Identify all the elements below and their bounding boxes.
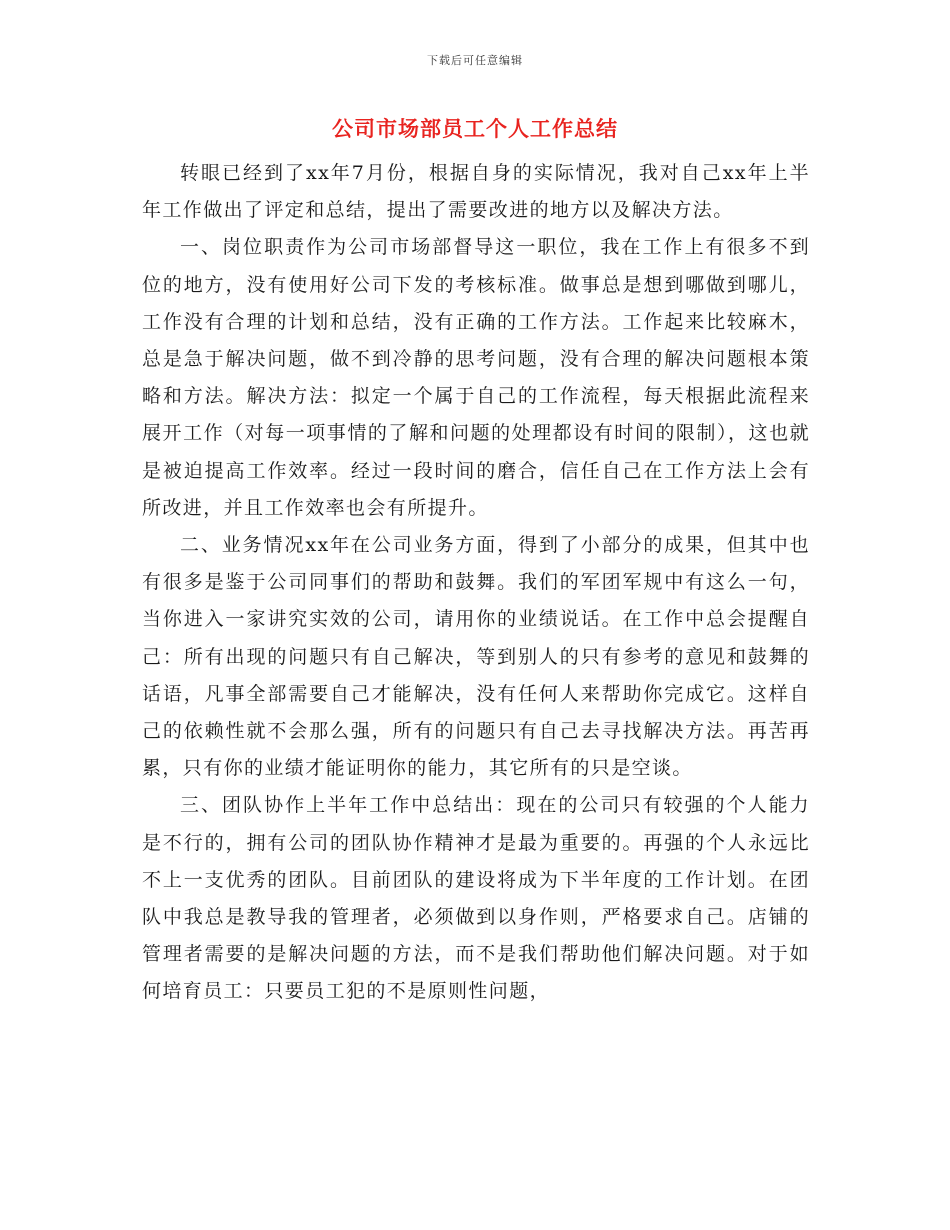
document-title: 公司市场部员工个人工作总结 xyxy=(332,116,618,141)
header-note: 下载后可任意编辑 xyxy=(427,54,523,67)
paragraph-business: 二、业务情况xx年在公司业务方面，得到了小部分的成果，但其中也有很多是鉴于公司同事们的帮助和鼓舞。我们的军团军规中有这么一句，当你进入一家讲究实效的公司，请用你的业绩说话。在工作中总会提醒自己：所有出现的问题只有自己解决，等到别人的只有参考的意见和鼓舞的话语，凡事全部需要自己才能解决，没有任何人来帮助你完成它。这样自己的依赖性就不会那么强，所有的问题只有自己去寻找解决方法。再苦再累，只有你的业绩才能证明你的能力，其它所有的只是空谈。 xyxy=(142,534,810,780)
paragraph-job-duties: 一、岗位职责作为公司市场部督导这一职位，我在工作上有很多不到位的地方，没有使用好公司下发的考核标准。做事总是想到哪做到哪儿，工作没有合理的计划和总结，没有正确的工作方法。工作起来比较麻木，总是急于解决问题，做不到冷静的思考问题，没有合理的解决问题根本策略和方法。解决方法：拟定一个属于自己的工作流程，每天根据此流程来展开工作（对每一项事情的了解和问题的处理都设有时间的限制），这也就是被迫提高工作效率。经过一段时间的磨合，信任自己在工作方法上会有所改进，并且工作效率也会有所提升。 xyxy=(142,236,810,519)
document-body xyxy=(142,155,810,1011)
paragraph-teamwork: 三、团队协作上半年工作中总结出：现在的公司只有较强的个人能力是不行的，拥有公司的团队协作精神才是最为重要的。再强的个人永远比不上一支优秀的团队。目前团队的建设将成为下半年度的工作计划。在团队中我总是教导我的管理者，必须做到以身作则，严格要求自己。店铺的管理者需要的是解决问题的方法，而不是我们帮助他们解决问题。对于如何培育员工：只要员工犯的不是原则性问题， xyxy=(142,794,810,1003)
paragraph-intro: 转眼已经到了xx年7月份，根据自身的实际情况，我对自己xx年上半年工作做出了评定和总结，提出了需要改进的地方以及解决方法。 xyxy=(142,162,810,222)
